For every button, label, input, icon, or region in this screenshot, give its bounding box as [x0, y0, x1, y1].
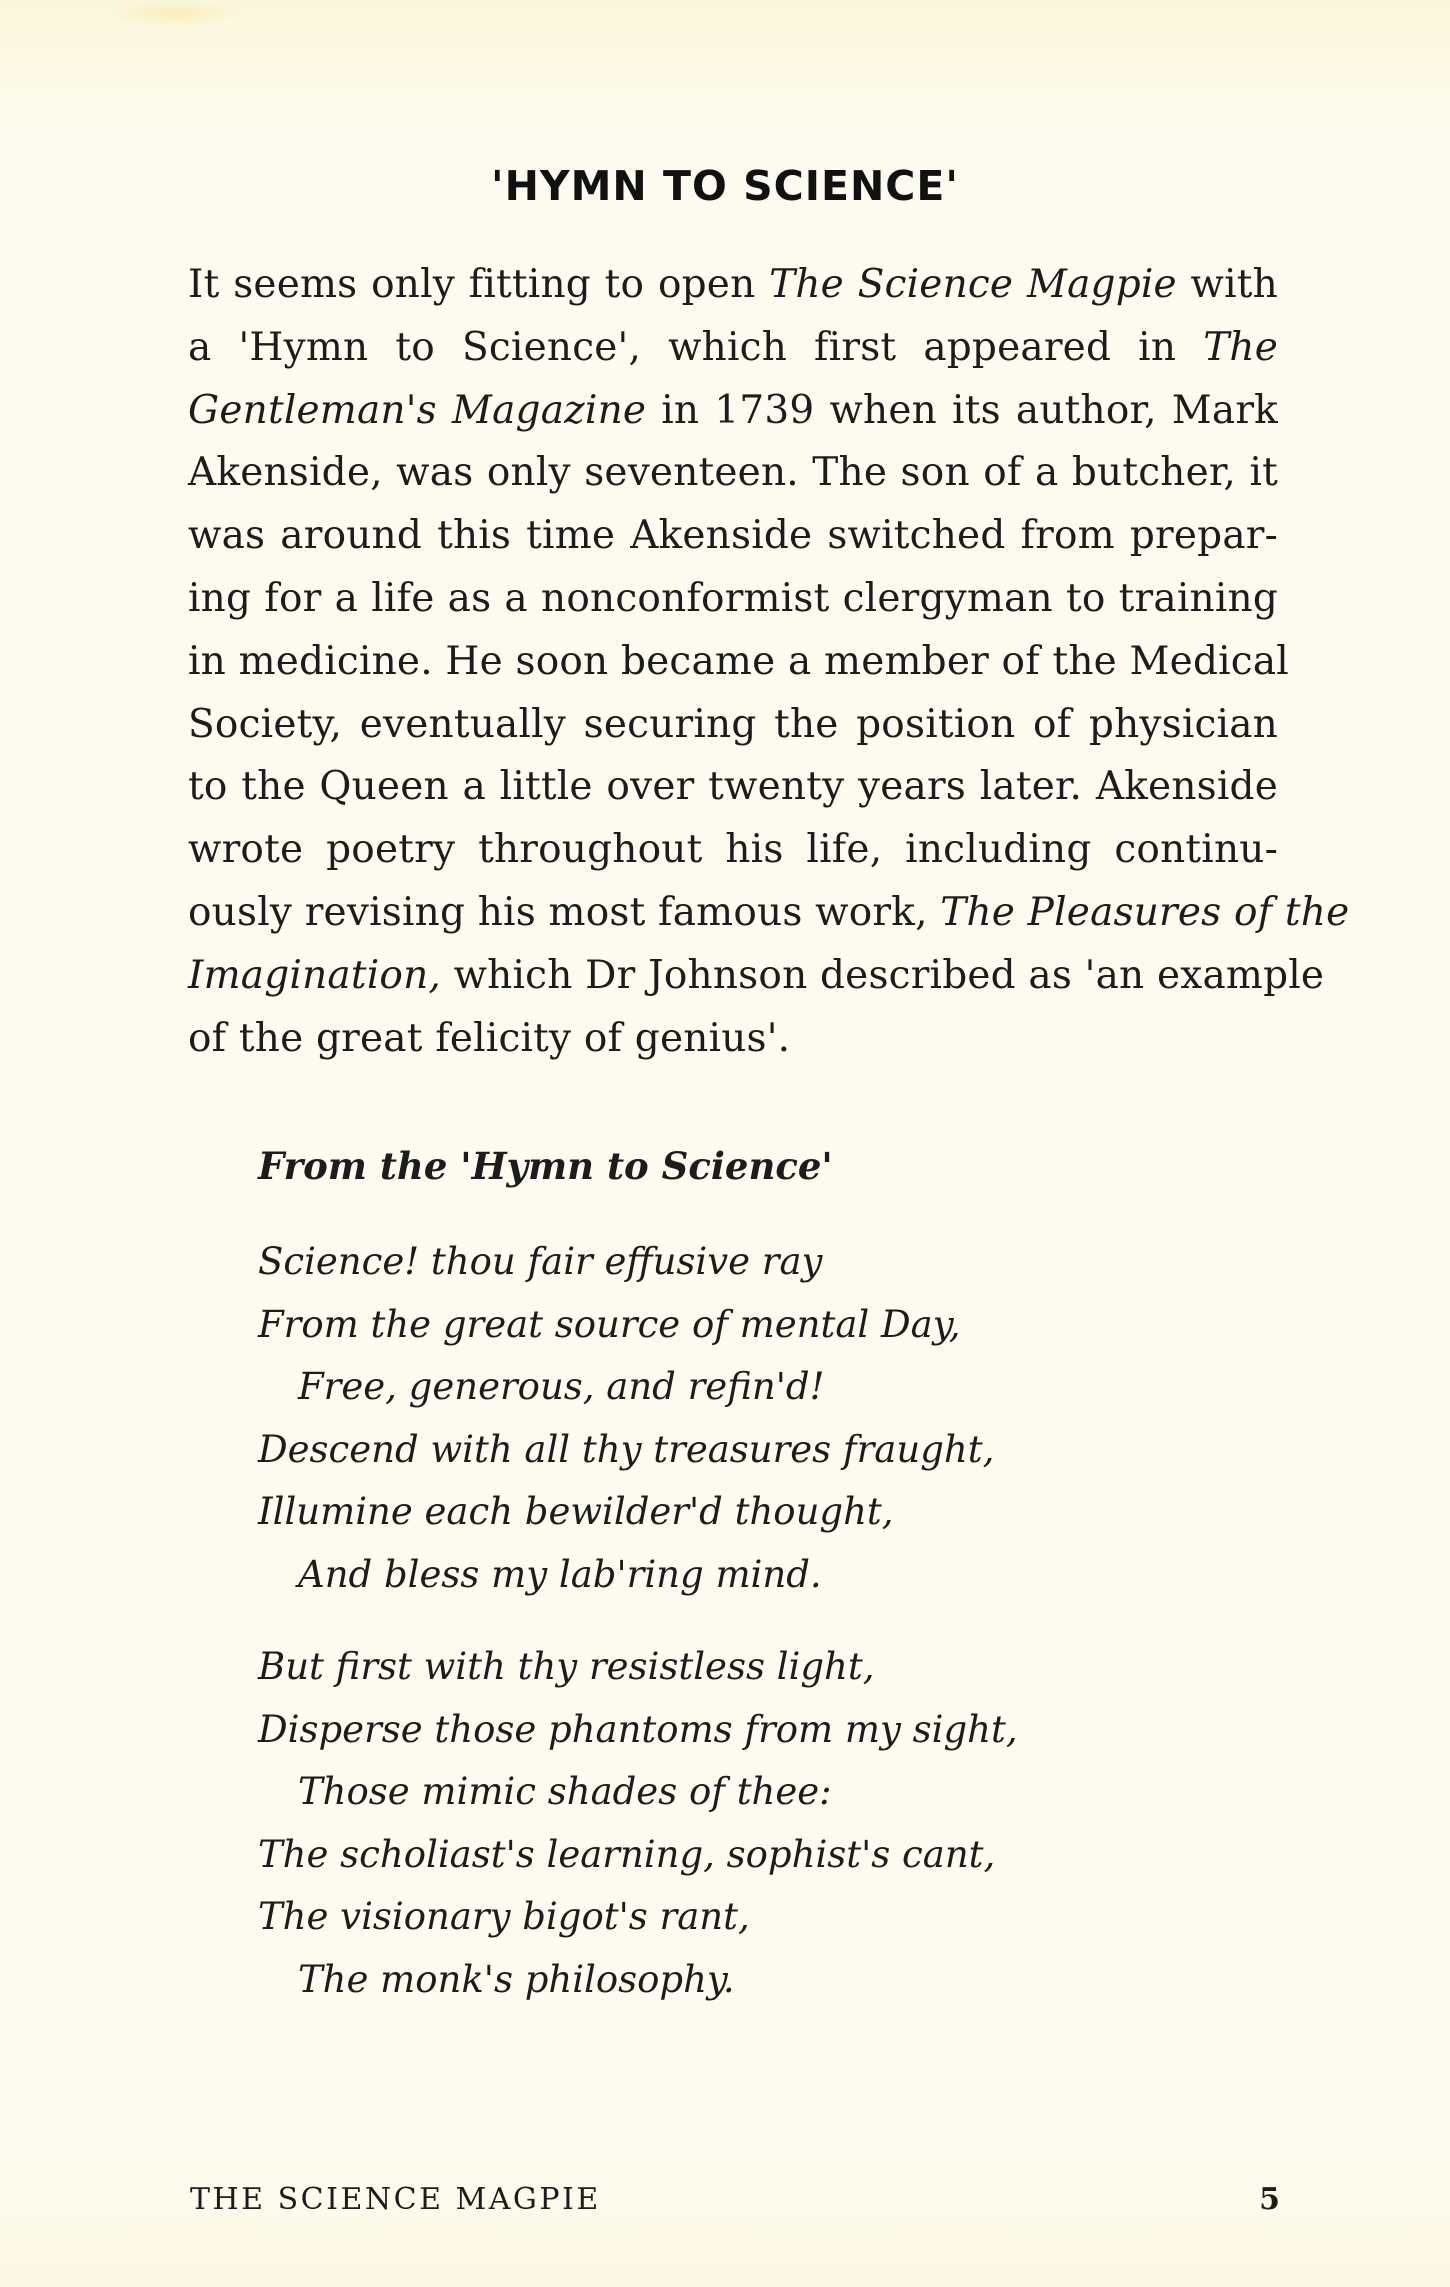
intro-text: which Dr Johnson described as 'an example: [441, 952, 1325, 998]
poem-verse: But first with thy resistless light,: [258, 1645, 875, 1688]
italic-title: Gentleman's Magazine: [188, 387, 647, 433]
poem-verse: From the great source of mental Day,: [258, 1302, 961, 1346]
poem-stanza: [258, 1636, 1258, 2011]
intro-line: [188, 819, 1278, 882]
poem-verse: The scholiast's learning, sophist's cant,: [258, 1832, 996, 1876]
poem-verse: The visionary bigot's rant,: [258, 1895, 750, 1938]
poem-verse: Those mimic shades of thee:: [298, 1770, 832, 1813]
poem-verse: Illumine each bewilder'd thought,: [258, 1490, 894, 1533]
intro-text: of the great felicity of genius'.: [188, 1015, 791, 1061]
intro-line: [188, 945, 1325, 1008]
intro-paragraph: [188, 254, 1350, 1070]
intro-text: Akenside, was only seventeen. The son of a butcher, it: [188, 450, 1278, 496]
intro-text: in 1739 when its author, Mark: [646, 387, 1279, 433]
intro-line: [188, 882, 1350, 945]
poem-verse: Descend with all thy treasures fraught,: [258, 1427, 995, 1471]
intro-text: It seems only fitting to open: [188, 262, 770, 307]
intro-text: Society, eventually securing the position of physician: [188, 701, 1278, 747]
intro-text: a 'Hymn to Science', which first appeared in: [188, 324, 1204, 370]
intro-line: [188, 694, 1278, 757]
italic-title: The Science Magpie: [769, 262, 1177, 307]
running-footer-title: THE SCIENCE MAGPIE: [190, 2182, 601, 2217]
intro-text: was around this time Akenside switched from prepar-: [188, 513, 1278, 559]
poem-verse: Science! thou fair effusive ray: [258, 1240, 823, 1283]
page-footer: [190, 2182, 1280, 2222]
poem-title: From the 'Hymn to Science': [258, 1144, 833, 1188]
intro-text: with: [1176, 262, 1278, 307]
intro-text: wrote poetry throughout his life, including continu-: [188, 827, 1278, 873]
intro-text: ously revising his most famous work,: [188, 889, 941, 935]
poem-excerpt: [258, 1135, 1258, 2041]
italic-title: The Pleasures of the: [940, 889, 1350, 935]
intro-text: in medicine. He soon became a member of the Medical: [188, 638, 1289, 684]
poem-verse: Free, generous, and refin'd!: [298, 1365, 825, 1408]
intro-line: [188, 505, 1278, 568]
italic-title: Imagination,: [188, 952, 441, 998]
poem-verse: And bless my lab'ring mind.: [298, 1552, 822, 1596]
intro-line: [188, 254, 1278, 317]
intro-text: ing for a life as a nonconformist clergyman to training: [188, 575, 1278, 621]
intro-line: [188, 631, 1289, 694]
paper-stain: [110, 0, 240, 26]
page-number: 5: [1259, 2182, 1280, 2217]
intro-line: [188, 756, 1278, 819]
chapter-heading: 'HYMN TO SCIENCE': [491, 162, 959, 210]
italic-title: The: [1203, 324, 1278, 370]
intro-line: [188, 568, 1278, 631]
intro-line: [188, 1008, 1278, 1071]
poem-verse: The monk's philosophy.: [298, 1957, 735, 2001]
intro-text: to the Queen a little over twenty years later. Akenside: [188, 764, 1278, 810]
poem-verse: Disperse those phantoms from my sight,: [258, 1707, 1018, 1751]
intro-line: [188, 317, 1278, 380]
intro-line: [188, 380, 1278, 443]
intro-line: [188, 442, 1278, 505]
poem-stanzas: [258, 1231, 1258, 2011]
poem-stanza: [258, 1231, 1258, 1606]
